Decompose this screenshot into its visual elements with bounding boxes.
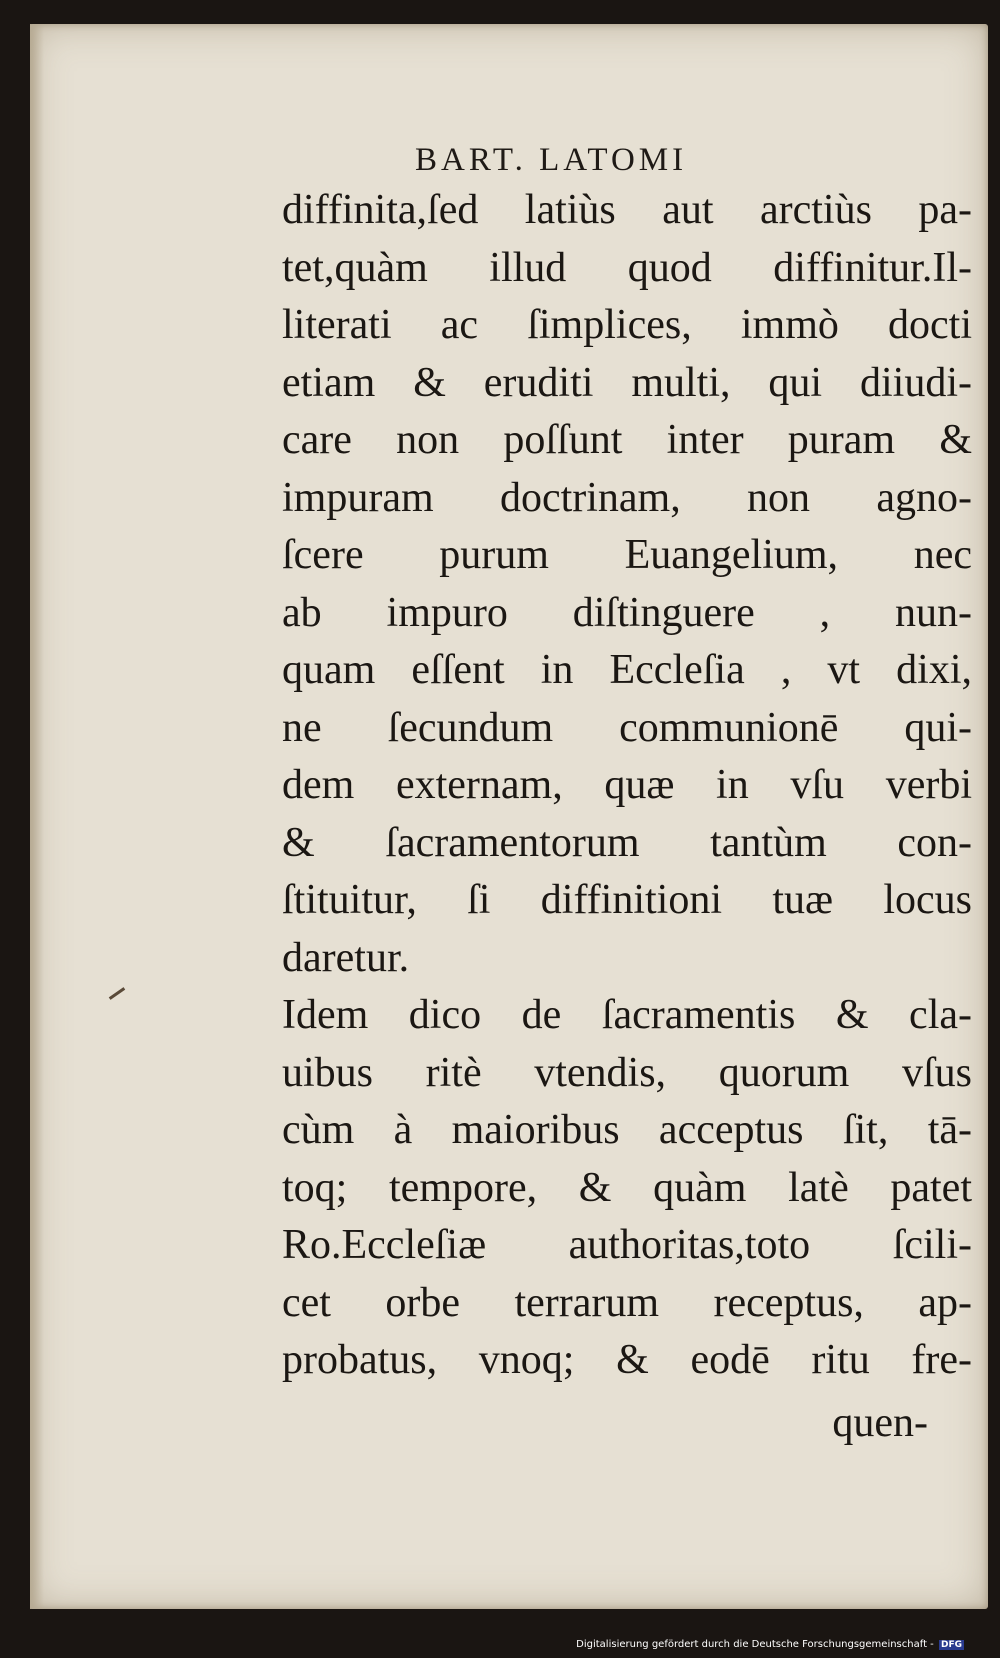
text-line: care non poſſunt inter puram & [282,417,972,463]
text-line: quam eſſent in Eccleſia , vt dixi, [282,647,972,693]
text-line: diffinita,ſed latiùs aut arctiùs pa- [282,187,972,233]
text-line: Idem dico de ſacramentis & cla- [282,992,972,1038]
text-line: ſcere purum Euangelium, nec [282,532,972,578]
credit-text: Digitalisierung gefördert durch die Deutsche Forschungsgemeinschaft - [576,1639,934,1650]
text-line: uibus ritè vtendis, quorum vſus [282,1049,972,1096]
text-line: cùm à maioribus acceptus ſit, tā- [282,1107,972,1153]
margin-mark [109,987,125,1000]
text-line: tet,quàm illud quod diffinitur.Il- [282,244,972,291]
text-line: & ſacramentorum tantùm con- [282,819,972,866]
text-line: ab impuro diſtinguere , nun- [282,589,972,636]
text-line: ne ſecundum communionē qui- [282,704,972,751]
text-line: probatus, vnoq; & eodē ritu fre- [282,1337,972,1383]
body-text [282,182,972,1390]
catchword: quen- [832,1400,928,1446]
text-line: daretur. [282,934,410,981]
dfg-logo: DFG [940,1640,962,1650]
digitization-credit [576,1639,964,1650]
text-line: literati ac ſimplices, immò docti [282,302,972,348]
text-line: impuram doctrinam, non agno- [282,474,972,521]
book-page [30,24,988,1609]
text-line: cet orbe terrarum receptus, ap- [282,1279,972,1326]
text-line: toq; tempore, & quàm latè patet [282,1164,972,1211]
text-line: dem externam, quæ in vſu verbi [282,762,972,808]
text-line: etiam & eruditi multi, qui diiudi- [282,359,972,406]
text-line: Ro.Eccleſiæ authoritas,toto ſcili- [282,1222,972,1268]
page-edge-shadow [30,24,44,1609]
text-line: ſtituitur, ſi diffinitioni tuæ locus [282,877,972,923]
running-head: BART. LATOMI [415,142,688,178]
